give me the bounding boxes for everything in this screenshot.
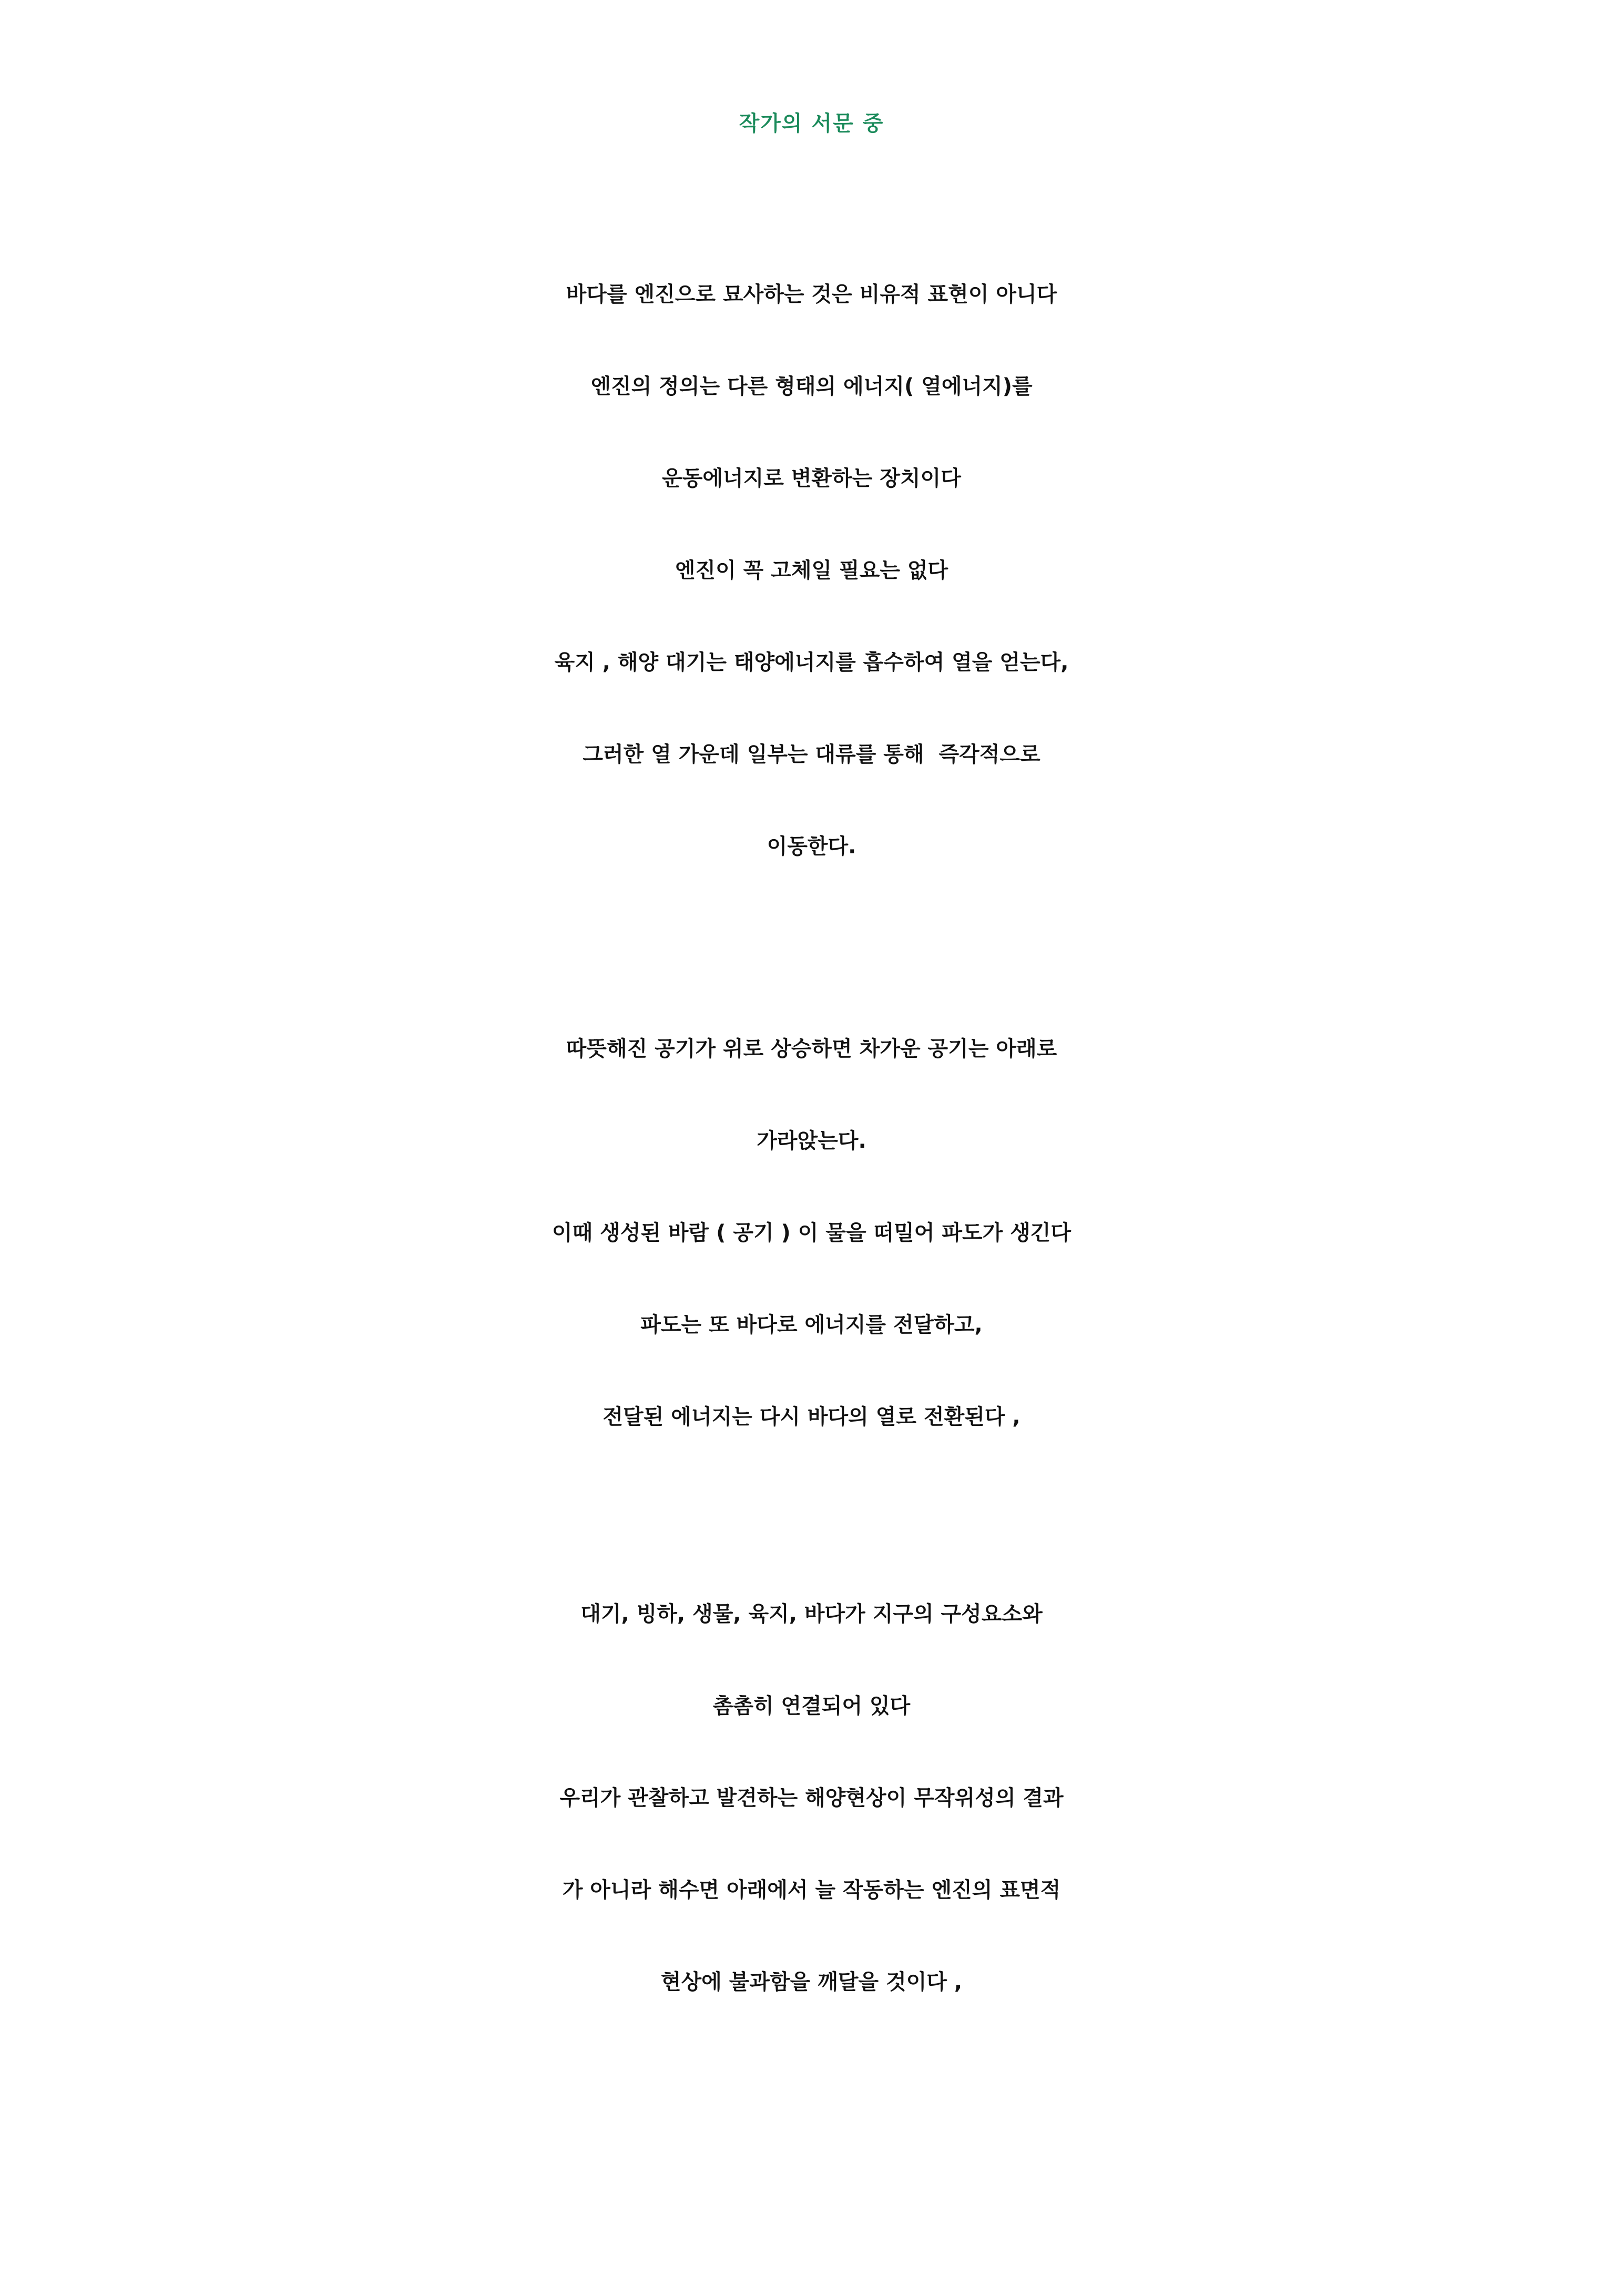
- paragraph-2-line-1: 따뜻해진 공기가 위로 상승하면 차가운 공기는 아래로: [566, 1037, 1057, 1061]
- paragraph-3-line-3: 우리가 관찰하고 발견하는 해양현상이 무작위성의 결과: [559, 1786, 1064, 1810]
- paragraph-2-line-3: 이때 생성된 바람 ( 공기 ) 이 물을 떠밀어 파도가 생긴다: [552, 1221, 1071, 1245]
- paragraph-1-line-2: 엔진의 정의는 다른 형태의 에너지( 열에너지)를: [590, 374, 1033, 399]
- paragraph-1-line-5: 육지 , 해양 대기는 태양에너지를 흡수하여 열을 얻는다,: [554, 650, 1069, 675]
- paragraph-2-line-4: 파도는 또 바다로 에너지를 전달하고,: [640, 1313, 983, 1337]
- paragraph-3-line-2: 촘촘히 연결되어 있다: [712, 1694, 911, 1718]
- paragraph-1-line-1: 바다를 엔진으로 묘사하는 것은 비유적 표현이 아니다: [566, 282, 1057, 307]
- paragraph-3-line-1: 대기, 빙하, 생물, 육지, 바다가 지구의 구성요소와: [580, 1602, 1043, 1626]
- paragraph-3-line-5: 현상에 불과함을 깨달을 것이다 ,: [660, 1970, 963, 1994]
- paragraph-2-line-2: 가라앉는다.: [757, 1129, 866, 1153]
- paragraph-1-line-6: 그러한 열 가운데 일부는 대류를 통해 즉각적으로: [583, 742, 1040, 767]
- paragraph-1-line-3: 운동에너지로 변환하는 장치이다: [662, 466, 961, 491]
- paragraph-1-line-4: 엔진이 꼭 고체일 필요는 없다: [675, 558, 948, 583]
- paragraph-1-line-7: 이동한다.: [767, 834, 856, 859]
- paragraph-2-line-5: 전달된 에너지는 다시 바다의 열로 전환된다 ,: [603, 1405, 1020, 1429]
- paragraph-3-line-4: 가 아니라 해수면 아래에서 늘 작동하는 엔진의 표면적: [562, 1878, 1061, 1902]
- page-title: 작가의 서문 중: [739, 111, 884, 136]
